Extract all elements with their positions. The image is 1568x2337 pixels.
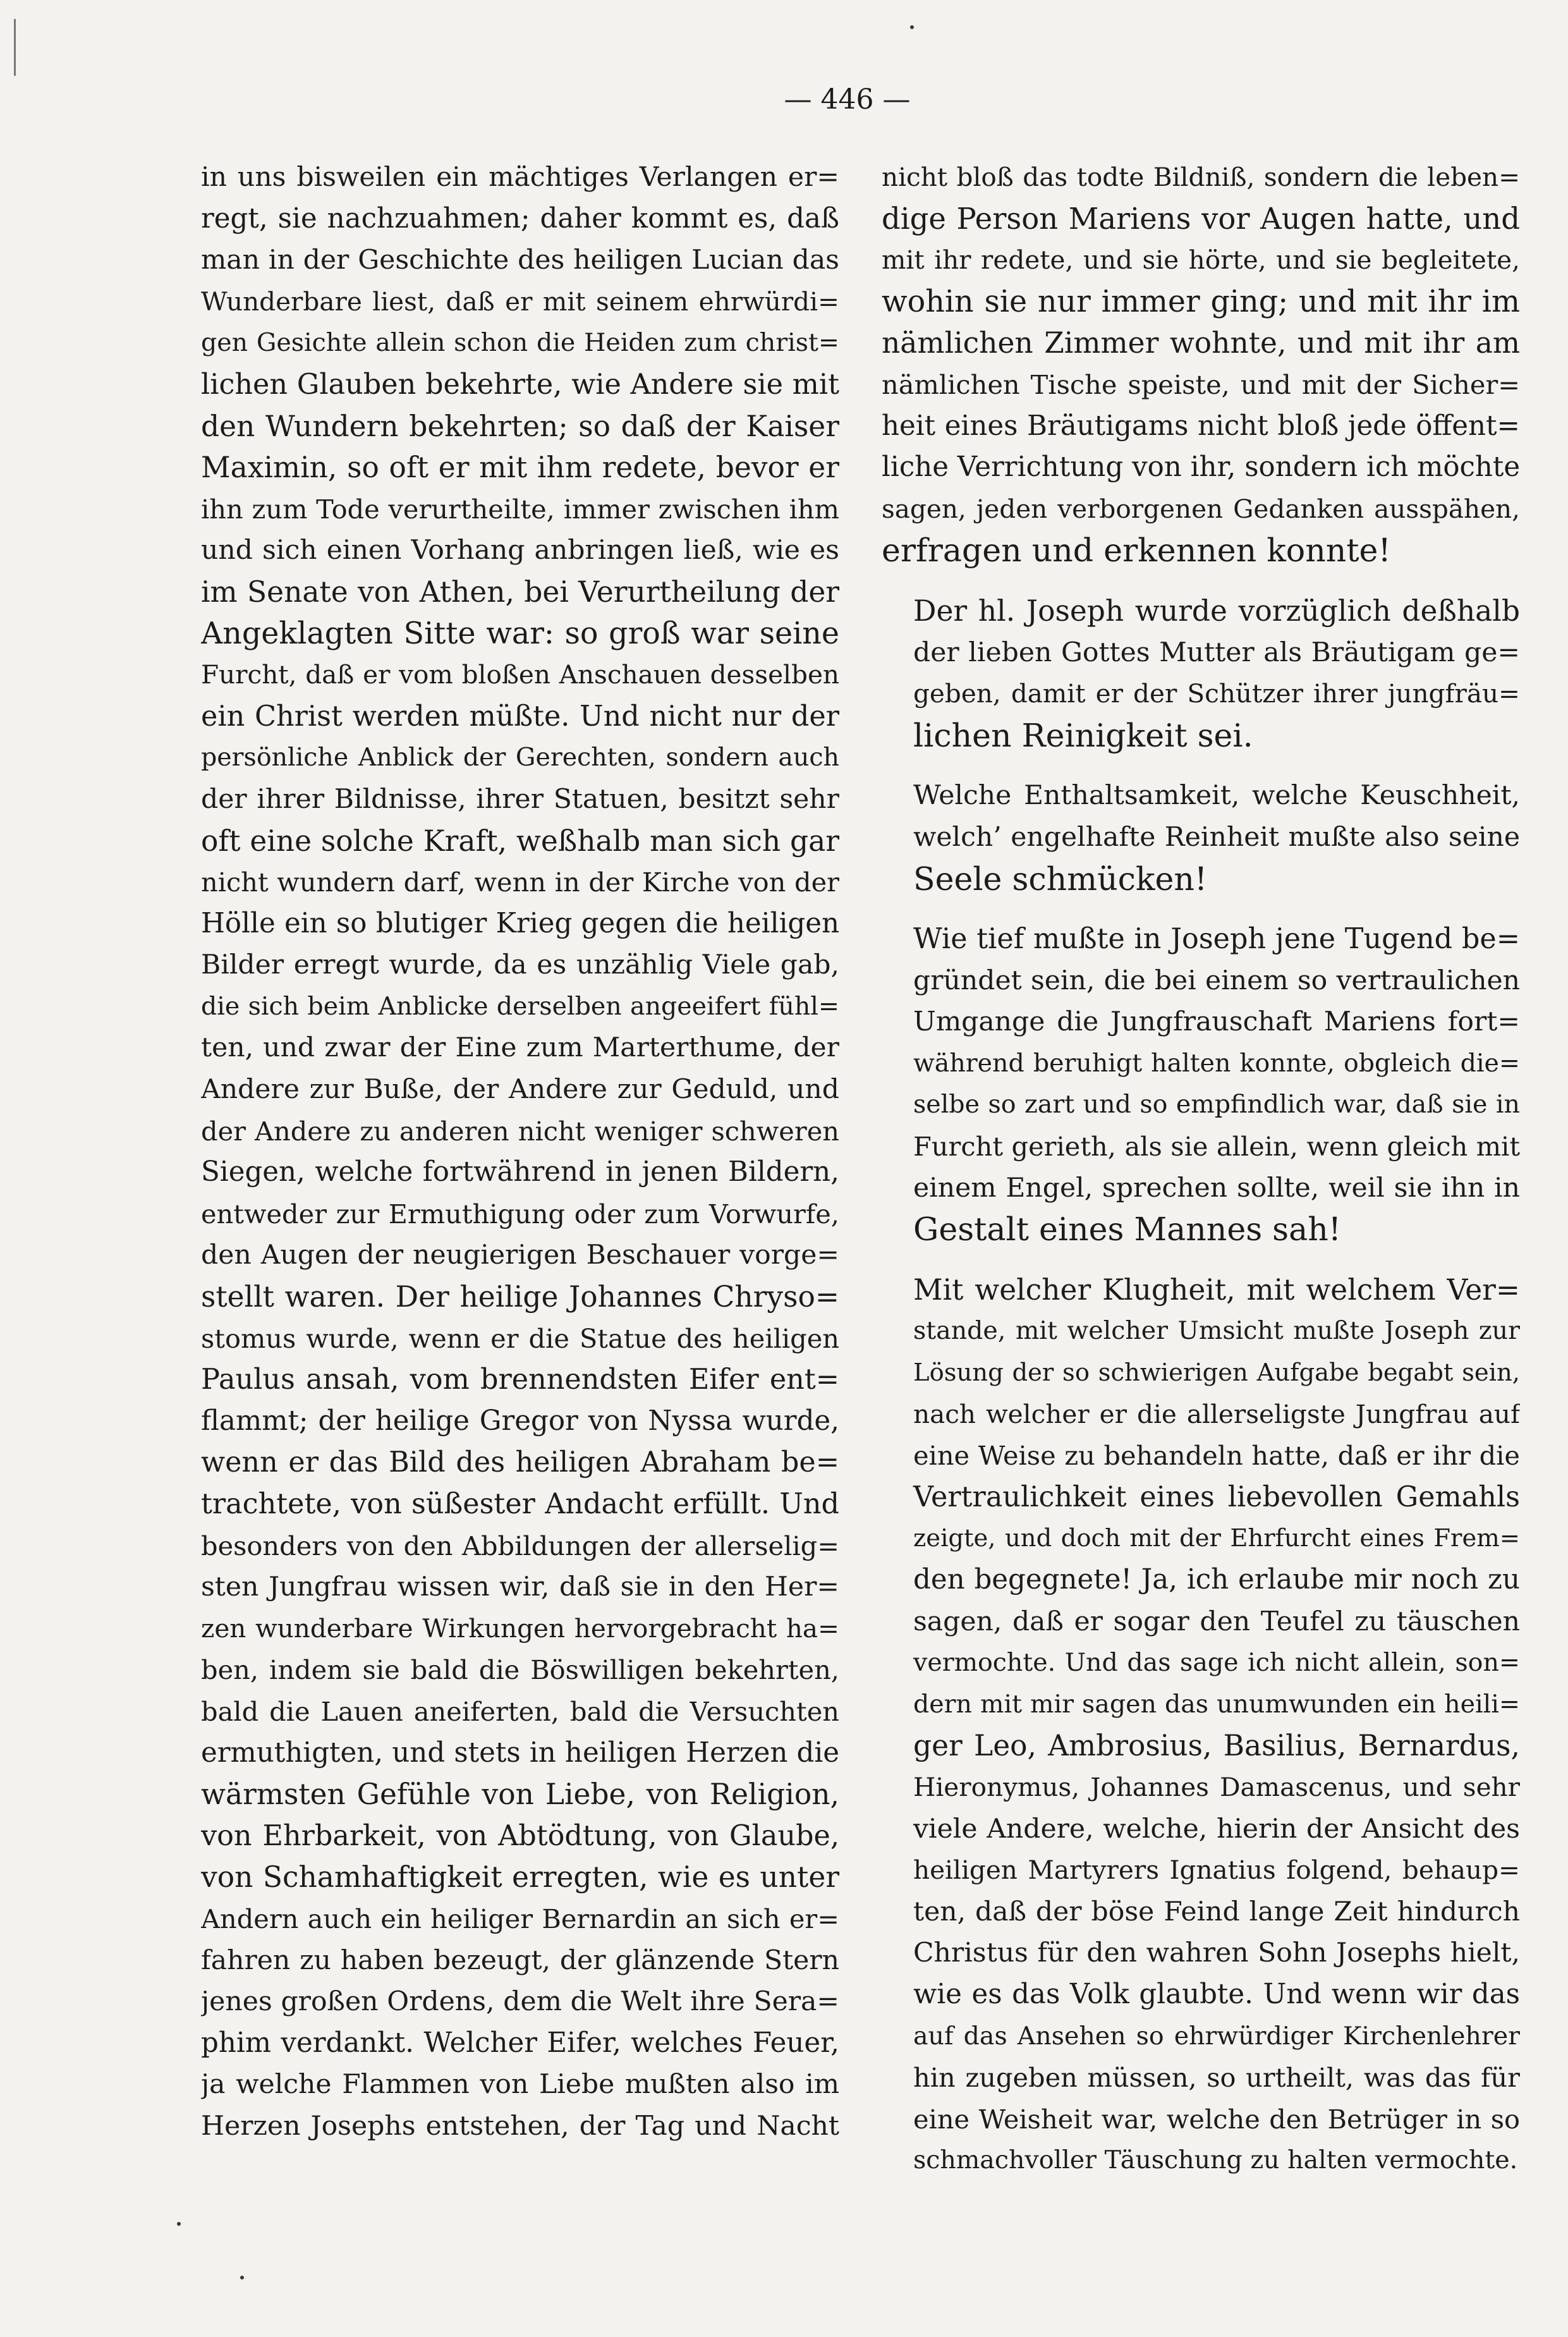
text-line: mit ihr redete, und sie hörte, und sie begleitete, bbox=[882, 245, 1520, 276]
text-line: zeigte, und doch mit der Ehrfurcht eines Frem= bbox=[913, 1524, 1520, 1553]
paragraph bbox=[882, 157, 1520, 571]
text-line: im Senate von Athen, bei Verurtheilung der bbox=[201, 575, 839, 609]
text-line: vermochte. Und das sage ich nicht allein, son= bbox=[913, 1648, 1520, 1678]
text-line: viele Andere, welche, hierin der Ansicht des bbox=[913, 1813, 1520, 1845]
text-line: ein Christ werden müßte. Und nicht nur der bbox=[201, 700, 839, 733]
text-line: schmachvoller Täuschung zu halten vermochte. bbox=[913, 2145, 1518, 2175]
text-line: gen Gesichte allein schon die Heiden zum christ= bbox=[201, 328, 839, 358]
text-line: jenes großen Ordens, dem die Welt ihre Sera= bbox=[201, 1986, 839, 2018]
text-line: der lieben Gottes Mutter als Bräutigam ge= bbox=[913, 637, 1520, 668]
text-line: Siegen, welche fortwährend in jenen Bildern, bbox=[201, 1156, 839, 1188]
text-line: ben, indem sie bald die Böswilligen bekehrten, bbox=[201, 1654, 839, 1686]
scan-speck bbox=[177, 2222, 181, 2226]
text-line: nämlichen Zimmer wohnte, und mit ihr am bbox=[882, 326, 1520, 360]
text-line: sagen, jeden verborgenen Gedanken ausspähen, bbox=[882, 493, 1520, 524]
text-line: eine Weisheit war, welche den Betrüger in so bbox=[913, 2103, 1520, 2135]
text-line: gründet sein, die bei einem so vertraulichen bbox=[913, 965, 1520, 996]
text-line: ten, und zwar der Eine zum Marterthume, der bbox=[201, 1032, 839, 1064]
text-line: Wie tief mußte in Joseph jene Tugend be= bbox=[913, 923, 1520, 956]
text-line: wenn er das Bild des heiligen Abraham be= bbox=[201, 1446, 839, 1479]
text-line: Christus für den wahren Sohn Josephs hielt, bbox=[913, 1937, 1520, 1969]
text-line: nicht bloß das todte Bildniß, sondern die leben= bbox=[882, 162, 1520, 192]
paragraph bbox=[882, 918, 1520, 1250]
text-line: Umgange die Jungfrauschaft Mariens fort= bbox=[913, 1006, 1520, 1038]
text-line: Vertraulichkeit eines liebevollen Gemahls bbox=[913, 1480, 1520, 1513]
text-line: Angeklagten Sitte war: so groß war seine bbox=[201, 616, 839, 651]
text-line: heiligen Martyrers Ignatius folgend, behaup= bbox=[913, 1855, 1520, 1886]
paragraph bbox=[882, 775, 1520, 900]
text-line: den begegnete! Ja, ich erlaube mir noch zu bbox=[913, 1564, 1520, 1596]
text-line: eine Weise zu behandeln hatte, daß er ihr die bbox=[913, 1440, 1520, 1472]
text-line: ja welche Flammen von Liebe mußten also im bbox=[201, 2069, 839, 2101]
text-line: nach welcher er die allerseligste Jungfrau auf bbox=[913, 1398, 1520, 1429]
text-line: selbe so zart und so empfindlich war, daß sie in bbox=[913, 1090, 1520, 1120]
text-line: in uns bisweilen ein mächtiges Verlangen er= bbox=[201, 162, 839, 193]
text-line: wie es das Volk glaubte. Und wenn wir das bbox=[913, 1978, 1520, 2010]
text-line: Maximin, so oft er mit ihm redete, bevor er bbox=[201, 451, 839, 485]
text-line: ihn zum Tode verurtheilte, immer zwischen ihm bbox=[201, 493, 839, 525]
text-line: Herzen Josephs entstehen, der Tag und Nacht bbox=[201, 2110, 839, 2142]
text-line: Bilder erregt wurde, da es unzählig Viele gab, bbox=[201, 949, 839, 981]
text-line: der Andere zu anderen nicht weniger schweren bbox=[201, 1115, 839, 1147]
text-line: die sich beim Anblicke derselben angeeifert fühl= bbox=[201, 991, 839, 1021]
text-line: Gestalt eines Mannes sah! bbox=[913, 1211, 1342, 1248]
text-line: Andern auch ein heiliger Bernardin an sich er= bbox=[201, 1903, 839, 1934]
text-line: einem Engel, sprechen sollte, weil sie ihn in bbox=[913, 1172, 1520, 1204]
scan-edge-mark bbox=[14, 19, 16, 76]
text-line: besonders von den Abbildungen der allerselig= bbox=[201, 1530, 839, 1561]
text-line: stellt waren. Der heilige Johannes Chryso= bbox=[201, 1280, 839, 1314]
text-line: ermuthigten, und stets in heiligen Herzen die bbox=[201, 1736, 839, 1769]
text-line: man in der Geschichte des heiligen Lucian das bbox=[201, 245, 839, 276]
text-line: regt, sie nachzuahmen; daher kommt es, daß bbox=[201, 202, 839, 235]
text-line: bald die Lauen aneiferten, bald die Versuchten bbox=[201, 1695, 839, 1727]
scan-speck bbox=[240, 2276, 244, 2279]
text-line: dige Person Mariens vor Augen hatte, und bbox=[882, 201, 1520, 236]
text-line: nicht wundern darf, wenn in der Kirche von der bbox=[201, 867, 839, 898]
text-line: Furcht gerieth, als sie allein, wenn gleich mit bbox=[913, 1131, 1520, 1162]
text-line: phim verdankt. Welcher Eifer, welches Feuer, bbox=[201, 2027, 839, 2059]
text-line: geben, damit er der Schützer ihrer jungfräu= bbox=[913, 678, 1520, 709]
paragraph bbox=[882, 590, 1520, 756]
text-line: hin zugeben müssen, so urtheilt, was das für bbox=[913, 2062, 1520, 2094]
paragraph bbox=[882, 1269, 1520, 2181]
page-number: — 446 — bbox=[784, 83, 911, 116]
text-line: auf das Ansehen so ehrwürdiger Kirchenlehrer bbox=[913, 2021, 1520, 2051]
text-line: dern mit mir sagen das unumwunden ein heili= bbox=[913, 1689, 1520, 1719]
text-line: liche Verrichtung von ihr, sondern ich möchte bbox=[882, 451, 1520, 484]
scan-speck bbox=[910, 25, 914, 29]
text-line: entweder zur Ermuthigung oder zum Vorwurfe, bbox=[201, 1198, 839, 1230]
text-line: stomus wurde, wenn er die Statue des heiligen bbox=[201, 1322, 839, 1354]
text-line: fahren zu haben bezeugt, der glänzende Stern bbox=[201, 1944, 839, 1976]
text-line: erfragen und erkennen konnte! bbox=[882, 532, 1391, 570]
text-line: Paulus ansah, vom brennendsten Eifer ent= bbox=[201, 1364, 839, 1396]
text-line: wärmsten Gefühle von Liebe, von Religion, bbox=[201, 1778, 839, 1812]
text-line: trachtete, von süßester Andacht erfüllt. Und bbox=[201, 1488, 839, 1520]
text-line: nämlichen Tische speiste, und mit der Sicher= bbox=[882, 369, 1520, 400]
text-line: und sich einen Vorhang anbringen ließ, wie es bbox=[201, 535, 839, 566]
text-line: Lösung der so schwierigen Aufgabe begabt sein, bbox=[913, 1358, 1520, 1388]
text-line: sten Jungfrau wissen wir, daß sie in den Her= bbox=[201, 1571, 839, 1603]
text-line: Mit welcher Klugheit, mit welchem Ver= bbox=[913, 1272, 1520, 1307]
text-line: zen wunderbare Wirkungen hervorgebracht ha= bbox=[201, 1613, 839, 1644]
text-line: Seele schmücken! bbox=[913, 860, 1208, 898]
text-line: Der hl. Joseph wurde vorzüglich deßhalb bbox=[913, 594, 1520, 628]
text-line: den Wundern bekehrten; so daß der Kaiser bbox=[201, 409, 839, 443]
text-line: von Schamhaftigkeit erregten, wie es unter bbox=[201, 1860, 839, 1895]
text-line: Andere zur Buße, der Andere zur Geduld, und bbox=[201, 1074, 839, 1106]
text-line: persönliche Anblick der Gerechten, sondern auch bbox=[201, 743, 839, 772]
text-line: Furcht, daß er vom bloßen Anschauen desselben bbox=[201, 659, 839, 690]
text-line: ten, daß der böse Feind lange Zeit hindurch bbox=[913, 1896, 1520, 1927]
text-line: Welche Enthaltsamkeit, welche Keuschheit, bbox=[913, 780, 1520, 812]
text-line: Hölle ein so blutiger Krieg gegen die heiligen bbox=[201, 907, 839, 939]
text-line: heit eines Bräutigams nicht bloß jede öffent= bbox=[882, 410, 1520, 442]
text-line: stande, mit welcher Umsicht mußte Joseph zur bbox=[913, 1316, 1520, 1346]
text-line: lichen Reinigkeit sei. bbox=[913, 716, 1253, 754]
text-line: von Ehrbarkeit, von Abtödtung, von Glaube, bbox=[201, 1819, 839, 1852]
text-line: den Augen der neugierigen Beschauer vorge= bbox=[201, 1240, 839, 1271]
text-line: während beruhigt halten konnte, obgleich die= bbox=[913, 1048, 1520, 1078]
text-line: ger Leo, Ambrosius, Basilius, Bernardus, bbox=[913, 1729, 1520, 1763]
text-line: flammt; der heilige Gregor von Nyssa wurde, bbox=[201, 1405, 839, 1437]
text-line: welch’ engelhafte Reinheit mußte also seine bbox=[913, 821, 1520, 853]
text-line: der ihrer Bildnisse, ihrer Statuen, besitzt sehr bbox=[201, 783, 839, 815]
text-line: wohin sie nur immer ging; und mit ihr im bbox=[882, 284, 1520, 319]
right-column bbox=[882, 157, 1520, 2181]
text-line: Hieronymus, Johannes Damascenus, und sehr bbox=[913, 1771, 1520, 1802]
text-line: oft eine solche Kraft, weßhalb man sich gar bbox=[201, 824, 839, 858]
text-line: Wunderbare liest, daß er mit seinem ehrwürdi= bbox=[201, 286, 839, 317]
text-line: sagen, daß er sogar den Teufel zu täuschen bbox=[913, 1606, 1520, 1637]
text-line: lichen Glauben bekehrte, wie Andere sie mit bbox=[201, 368, 839, 401]
left-column bbox=[201, 157, 839, 2147]
